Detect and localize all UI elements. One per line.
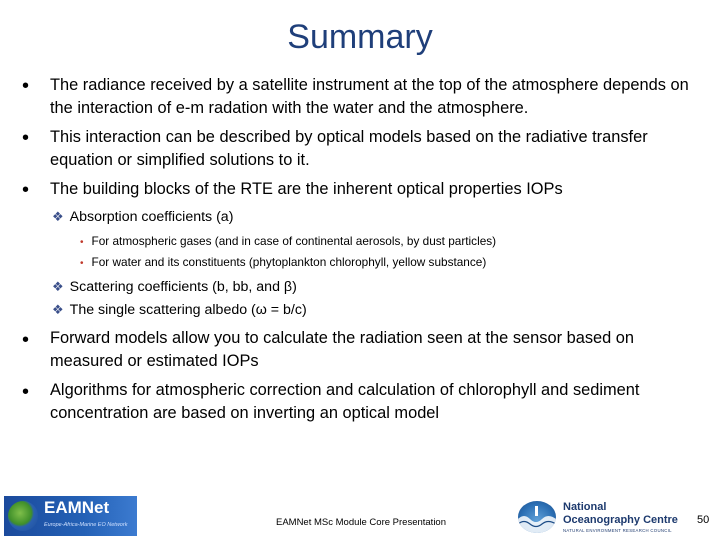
bullet-dot-icon: • (22, 381, 30, 403)
globe-icon (8, 501, 38, 531)
small-bullet-icon: • (80, 258, 84, 269)
noc-logo (515, 497, 690, 537)
eamnet-logo (4, 496, 137, 536)
slide-footer (0, 494, 720, 540)
noc-name-line2: Oceanography Centre (563, 514, 678, 526)
bullet-text-2: This interaction can be described by optical models based on the radiative transfer equation or simplified solutions to it. (50, 128, 648, 169)
small-bullet-icon: • (80, 237, 84, 248)
bullet-text-5: Algorithms for atmospheric correction and calculation of chlorophyll and sediment concentration are based on inverting an optical model (50, 381, 640, 422)
noc-wave-icon (518, 501, 556, 533)
diamond-bullet-icon: ❖ (52, 279, 64, 294)
bullet-text-1: The radiance received by a satellite instrument at the top of the atmosphere depends on the interaction of e-m radation with the water and the atmosphere. (50, 76, 689, 117)
bullet-text-3: The building blocks of the RTE are the inherent optical properties IOPs (50, 180, 563, 198)
subsub-text: For atmospheric gases (and in case of continental aerosols, by dust particles) (91, 234, 497, 248)
subsub-item-water (80, 254, 486, 272)
bullet-dot-icon: • (22, 179, 30, 201)
subsub-item-gases (80, 233, 496, 251)
page-number: 50 (697, 514, 710, 526)
sub-item-scattering (52, 278, 297, 296)
bullet-dot-icon: • (22, 75, 30, 97)
sub-item-albedo (52, 301, 307, 319)
eamnet-name: EAMNet (44, 498, 110, 517)
eamnet-tagline: Europe-Africa-Marine EO Network (44, 522, 128, 528)
subsub-text: For water and its constituents (phytoplankton chlorophyll, yellow substance) (91, 255, 487, 269)
noc-name-line1: National (563, 501, 607, 513)
diamond-bullet-icon: ❖ (52, 302, 64, 317)
noc-name-line3: NATURAL ENVIRONMENT RESEARCH COUNCIL (563, 528, 672, 533)
sub-item-absorption (52, 208, 233, 226)
bullet-dot-icon: • (22, 329, 30, 351)
sub-text: The single scattering albedo (ω = b/c) (69, 302, 307, 318)
bullet-dot-icon: • (22, 127, 30, 149)
sub-text: Absorption coefficients (a) (69, 209, 234, 225)
bullet-text-4: Forward models allow you to calculate the radiation seen at the sensor based on measured or estimated IOPs (50, 329, 635, 370)
diamond-bullet-icon: ❖ (52, 209, 64, 224)
footer-presentation-label: EAMNet MSc Module Core Presentation (275, 517, 447, 528)
sub-text: Scattering coefficients (b, bb, and β) (69, 279, 297, 295)
slide-title: Summary (287, 18, 433, 56)
